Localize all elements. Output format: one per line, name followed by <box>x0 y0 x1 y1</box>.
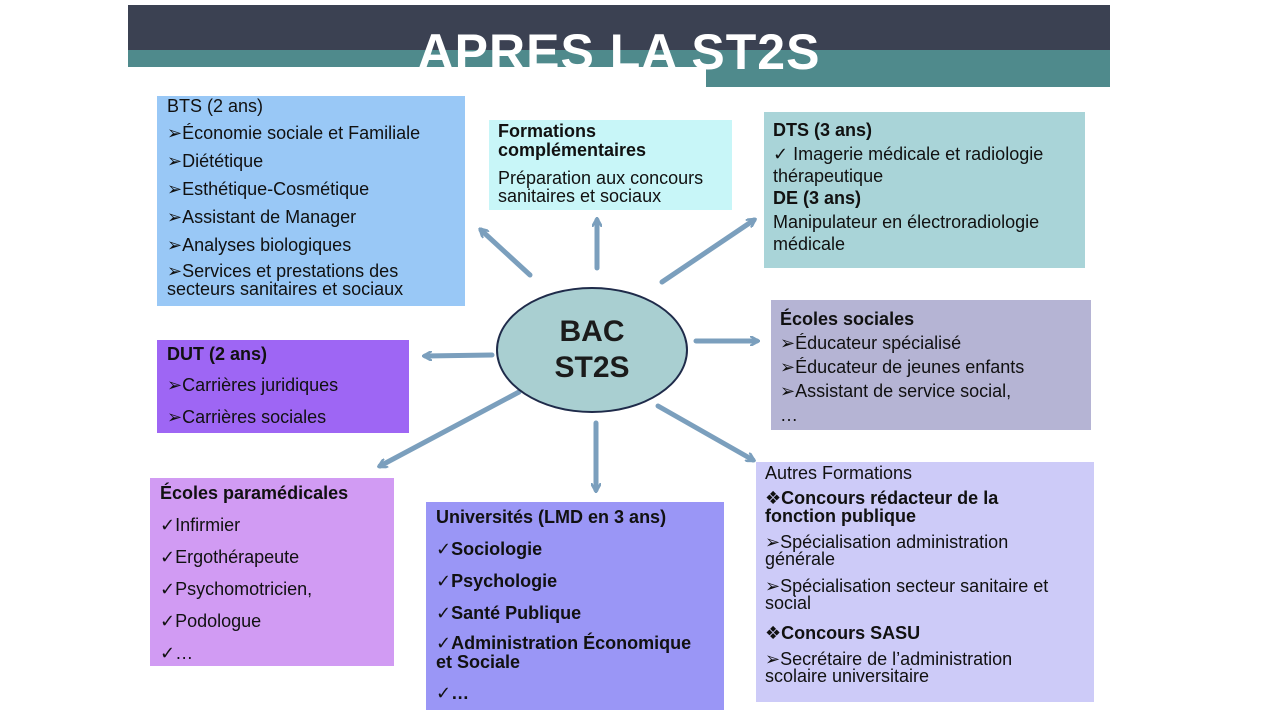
formations-text: sanitaires et sociaux <box>498 186 662 206</box>
hub-line: BAC <box>559 315 625 348</box>
formations-text: Préparation aux concours <box>498 168 704 188</box>
dut-item: ➢Carrières juridiques <box>167 375 339 395</box>
paramedicales-item: ✓Psychomotricien, <box>160 579 313 599</box>
paramedicales-item: ✓Infirmier <box>160 515 241 535</box>
hub-bac-st2s <box>496 287 688 413</box>
dts-text: Manipulateur en électroradiologie <box>773 212 1040 232</box>
bts-item: ➢Analyses biologiques <box>167 235 352 255</box>
bts-item: secteurs sanitaires et sociaux <box>167 279 404 299</box>
universites-item: ✓Santé Publique <box>436 603 582 623</box>
universites-item: ✓Sociologie <box>436 539 543 559</box>
autres-item: ➢Spécialisation secteur sanitaire et <box>765 576 1049 596</box>
ecoles-sociales-item: ➢Éducateur spécialisé <box>780 333 962 353</box>
universites-item: ✓… <box>436 683 470 703</box>
paramedicales-heading: Écoles paramédicales <box>160 483 349 503</box>
autres-item: social <box>765 593 812 613</box>
arrow-to-dts <box>662 220 754 282</box>
autres-item: générale <box>765 549 836 569</box>
dts-text: ✓ Imagerie médicale et radiologie <box>773 144 1044 164</box>
autres-heading: Autres Formations <box>765 463 913 483</box>
dut-item: ➢Carrières sociales <box>167 407 327 427</box>
box-universites <box>426 502 724 710</box>
box-formations-complementaires <box>489 120 732 210</box>
autres-item: ➢Secrétaire de l’administration <box>765 649 1013 669</box>
universites-item: ✓Psychologie <box>436 571 558 591</box>
universites-item: et Sociale <box>436 652 521 672</box>
formations-heading: Formations <box>498 121 597 141</box>
autres-concours: ❖Concours rédacteur de la <box>765 488 999 508</box>
hub-line: ST2S <box>554 351 630 384</box>
box-ecoles-sociales <box>771 300 1091 430</box>
ecoles-sociales-item: ➢Assistant de service social, <box>780 381 1012 401</box>
bts-item: ➢Assistant de Manager <box>167 207 357 227</box>
universites-heading: Universités (LMD en 3 ans) <box>436 507 667 527</box>
paramedicales-item: ✓… <box>160 643 194 663</box>
formations-heading: complémentaires <box>498 140 647 160</box>
arrow-to-autres <box>658 406 753 460</box>
bts-item: ➢Économie sociale et Familiale <box>167 123 421 143</box>
bts-item: ➢Services et prestations des <box>167 261 399 281</box>
autres-item: ➢Spécialisation administration <box>765 532 1009 552</box>
box-dts <box>764 112 1085 268</box>
autres-item: scolaire universitaire <box>765 666 930 686</box>
box-ecoles-paramedicales <box>150 478 394 666</box>
universites-item: ✓Administration Économique <box>436 633 692 653</box>
box-dut <box>157 340 409 433</box>
bts-item: ➢Esthétique-Cosmétique <box>167 179 370 199</box>
dut-heading: DUT (2 ans) <box>167 344 268 364</box>
autres-concours: fonction publique <box>765 506 916 526</box>
box-bts <box>157 96 465 306</box>
de-heading: DE (3 ans) <box>773 188 862 208</box>
paramedicales-item: ✓Ergothérapeute <box>160 547 300 567</box>
ecoles-sociales-heading: Écoles sociales <box>780 309 915 329</box>
bts-item: ➢Diététique <box>167 151 264 171</box>
paramedicales-item: ✓Podologue <box>160 611 262 631</box>
ecoles-sociales-item: ➢Éducateur de jeunes enfants <box>780 357 1025 377</box>
bts-heading: BTS (2 ans) <box>167 96 264 116</box>
dts-heading: DTS (3 ans) <box>773 120 873 140</box>
arrow-to-bts <box>481 230 530 275</box>
dts-text: thérapeutique <box>773 166 884 186</box>
box-autres-formations <box>756 462 1094 702</box>
page-title: APRES LA ST2S <box>417 24 821 80</box>
dts-text: médicale <box>773 234 846 254</box>
autres-concours: ❖Concours SASU <box>765 623 921 643</box>
ecoles-sociales-item: … <box>780 405 798 425</box>
arrow-to-dut <box>425 355 492 356</box>
